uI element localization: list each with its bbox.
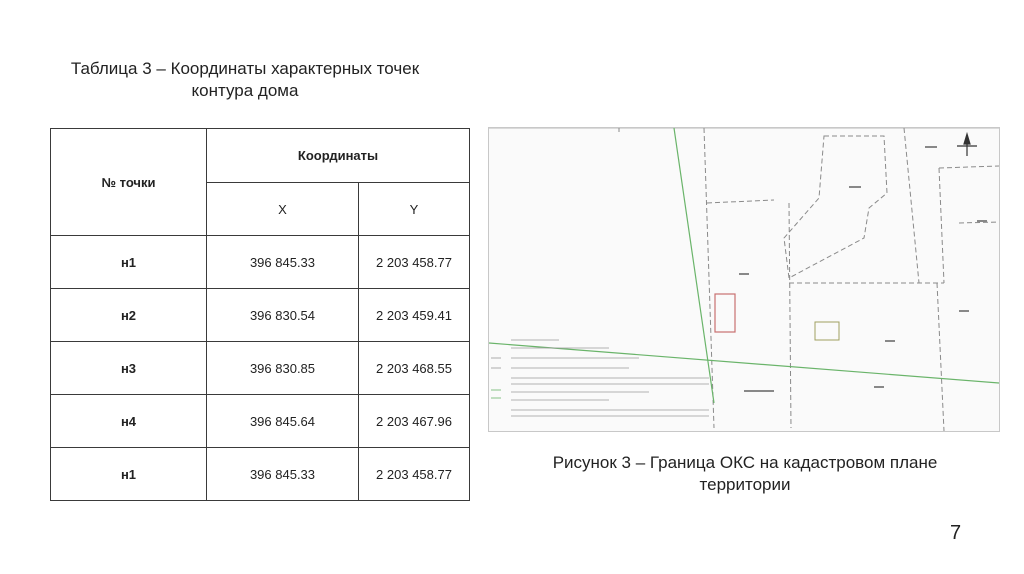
cell-point: н4 [51,395,207,448]
figure-caption-line-1: Рисунок 3 – Граница ОКС на кадастровом плане [552,453,938,472]
figure-caption [505,452,985,496]
cell-y: 2 203 459.41 [359,289,470,342]
coordinates-table [50,128,470,501]
cell-x: 396 845.33 [207,448,359,501]
cell-point: н2 [51,289,207,342]
cell-x: 396 830.54 [207,289,359,342]
cell-x: 396 830.85 [207,342,359,395]
header-coordinates: Координаты [207,129,470,183]
table-title-line-1: Таблица 3 – Координаты характерных точек [70,59,420,78]
page-number: 7 [950,522,962,544]
header-y: Y [359,183,470,236]
cell-x: 396 845.64 [207,395,359,448]
header-point: № точки [51,129,207,236]
table-row [51,342,470,395]
header-x: X [207,183,359,236]
cadastral-plan-drawing [489,128,999,431]
table-title-line-2: контура дома [191,81,299,100]
cell-y: 2 203 468.55 [359,342,470,395]
table-row [51,236,470,289]
cell-x: 396 845.33 [207,236,359,289]
cell-point: н1 [51,236,207,289]
cadastral-plan-image [488,127,1000,432]
cell-y: 2 203 458.77 [359,236,470,289]
table-row [51,289,470,342]
table-title [40,58,450,102]
cell-point: н3 [51,342,207,395]
cell-y: 2 203 458.77 [359,448,470,501]
table-row [51,448,470,501]
cell-y: 2 203 467.96 [359,395,470,448]
cell-point: н1 [51,448,207,501]
figure-caption-line-2: территории [699,475,791,494]
table-row [51,395,470,448]
